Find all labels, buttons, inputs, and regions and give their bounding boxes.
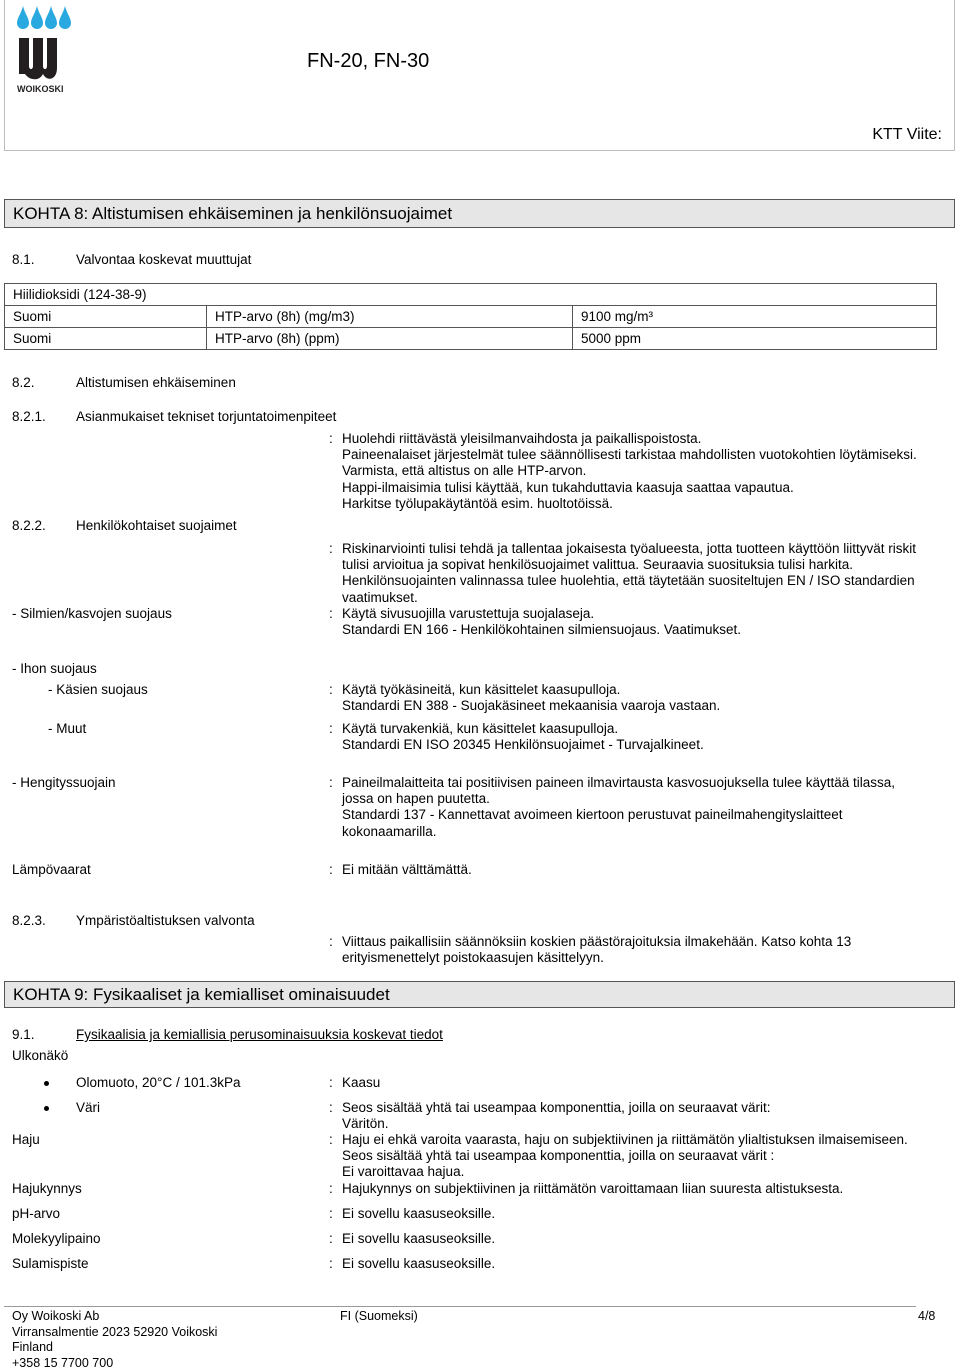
subsection-number: 8.2. [12, 375, 35, 390]
eye-protection-label: - Silmien/kasvojen suojaus [12, 606, 172, 621]
table-row [5, 306, 937, 328]
table-cell: 9100 mg/m³ [573, 306, 937, 328]
text-line: Riskinarviointi tulisi tehdä ja tallentaa jokaisesta työalueesta, jotta tuotteen käyttöön liittyvät riskit [342, 541, 916, 557]
subsection-title: Valvontaa koskevat muuttujat [76, 252, 251, 267]
table-cell: HTP-arvo (8h) (mg/m3) [207, 306, 573, 328]
colon-separator: : [329, 1256, 333, 1271]
appearance-label: Ulkonäkö [12, 1048, 68, 1063]
hand-protection-text [342, 682, 720, 714]
text-line: Paineenalaiset järjestelmät tulee säännöllisesti tarkistaa mahdollisten vuotokohtien löytämiseksi. [342, 447, 917, 463]
exposure-limits-table [4, 283, 937, 350]
melting-point-value: Ei sovellu kaasuseoksille. [342, 1256, 495, 1272]
colon-separator: : [329, 682, 333, 697]
text-line: Käytä työkäsineitä, kun käsittelet kaasupulloja. [342, 682, 720, 698]
respiratory-protection-text [342, 775, 895, 840]
bullet-icon [44, 1106, 49, 1111]
molar-mass-label: Molekyylipaino [12, 1231, 101, 1246]
subsection-title: Fysikaalisia ja kemiallisia perusominaisuuksia koskevat tiedot [76, 1027, 443, 1042]
text-line: Standardi EN 166 - Henkilökohtainen silmiensuojaus. Vaatimukset. [342, 622, 741, 638]
colon-separator: : [329, 1075, 333, 1090]
ktt-reference: KTT Viite: [872, 126, 942, 144]
logo-text: WOIKOSKI [17, 84, 64, 94]
header-box [4, 0, 955, 151]
text-line: erityismenettelyt poistokaasujen käsittelyyn. [342, 950, 851, 966]
footer-divider [4, 1306, 916, 1307]
table-cell: HTP-arvo (8h) (ppm) [207, 328, 573, 350]
subsection-number: 8.2.1. [12, 409, 46, 424]
colon-separator: : [329, 934, 333, 949]
text-line: Haju ei ehkä varoita vaarasta, haju on subjektiivinen ja riittämätön ylialtistuksen ilmaisemiseen. [342, 1132, 908, 1148]
text-line: Standardi EN 388 - Suojakäsineet mekaanisia vaaroja vastaan. [342, 698, 720, 714]
colon-separator: : [329, 541, 333, 556]
text-line: Henkilönsuojainten valinnassa tulee huolehtia, että täytetään suositeltujen EN / ISO standardien [342, 573, 916, 589]
text-line: Varmista, että altistus on alle HTP-arvon. [342, 463, 917, 479]
table-cell: Suomi [5, 328, 207, 350]
color-label: Väri [76, 1100, 100, 1115]
ph-label: pH-arvo [12, 1206, 60, 1221]
text-line: Huolehdi riittävästä yleisilmanvaihdosta ja paikallispoistosta. [342, 431, 917, 447]
respiratory-protection-label: - Hengityssuojain [12, 775, 116, 790]
skin-protection-label: - Ihon suojaus [12, 661, 97, 676]
environmental-exposure-text [342, 934, 851, 966]
hand-protection-label: - Käsien suojaus [48, 682, 148, 697]
company-country: Finland [12, 1340, 217, 1356]
text-line: kokonaamarilla. [342, 824, 895, 840]
personal-protection-text [342, 541, 916, 606]
thermal-hazards-label: Lämpövaarat [12, 862, 91, 877]
subsection-number: 8.1. [12, 252, 35, 267]
technical-measures-text [342, 431, 917, 512]
ph-value: Ei sovellu kaasuseoksille. [342, 1206, 495, 1222]
odor-threshold-value: Hajukynnys on subjektiivinen ja riittämätön varoittamaan liian suuresta altistuksesta. [342, 1181, 843, 1197]
subsection-title: Henkilökohtaiset suojaimet [76, 518, 237, 533]
document-title: FN-20, FN-30 [307, 50, 429, 73]
section-9-heading: KOHTA 9: Fysikaaliset ja kemialliset ominaisuudet [4, 981, 955, 1008]
colon-separator: : [329, 1181, 333, 1196]
table-cell: Suomi [5, 306, 207, 328]
text-line: Seos sisältää yhtä tai useampaa komponenttia, joilla on seuraavat värit : [342, 1148, 908, 1164]
colon-separator: : [329, 721, 333, 736]
text-line: Käytä turvakenkiä, kun käsittelet kaasupulloja. [342, 721, 704, 737]
other-protection-label: - Muut [48, 721, 86, 736]
substance-cell: Hiilidioksidi (124-38-9) [5, 284, 937, 306]
subsection-title: Asianmukaiset tekniset torjuntatoimenpiteet [76, 409, 336, 424]
melting-point-label: Sulamispiste [12, 1256, 89, 1271]
text-line: Seos sisältää yhtä tai useampaa komponenttia, joilla on seuraavat värit: [342, 1100, 771, 1116]
odor-value [342, 1132, 908, 1181]
physical-state-label: Olomuoto, 20°C / 101.3kPa [76, 1075, 241, 1090]
thermal-hazards-value: Ei mitään välttämättä. [342, 862, 472, 878]
table-row [5, 284, 937, 306]
colon-separator: : [329, 1231, 333, 1246]
colon-separator: : [329, 862, 333, 877]
text-line: Ei varoittavaa hajua. [342, 1164, 908, 1180]
physical-state-value: Kaasu [342, 1075, 380, 1091]
text-line: Väritön. [342, 1116, 771, 1132]
table-row [5, 328, 937, 350]
color-value [342, 1100, 771, 1132]
subsection-number: 8.2.3. [12, 913, 46, 928]
footer-language: FI (Suomeksi) [340, 1309, 418, 1325]
colon-separator: : [329, 775, 333, 790]
page-number: 4/8 [918, 1309, 935, 1325]
bullet-icon [44, 1081, 49, 1086]
other-protection-text [342, 721, 704, 753]
odor-label: Haju [12, 1132, 40, 1147]
text-line: Viittaus paikallisiin säännöksiin koskien päästörajoituksia ilmakehään. Katso kohta 13 [342, 934, 851, 950]
odor-threshold-label: Hajukynnys [12, 1181, 82, 1196]
molar-mass-value: Ei sovellu kaasuseoksille. [342, 1231, 495, 1247]
subsection-title: Ympäristöaltistuksen valvonta [76, 913, 255, 928]
company-name: Oy Woikoski Ab [12, 1309, 217, 1325]
text-line: Paineilmalaitteita tai positiivisen paineen ilmavirtausta kasvosuojuksella tulee käyttää tilassa, [342, 775, 895, 791]
colon-separator: : [329, 431, 333, 446]
colon-separator: : [329, 606, 333, 621]
woikoski-logo-icon [17, 4, 73, 94]
colon-separator: : [329, 1206, 333, 1221]
text-line: vaatimukset. [342, 590, 916, 606]
company-phone: +358 15 7700 700 [12, 1356, 217, 1371]
subsection-number: 8.2.2. [12, 518, 46, 533]
company-address: Virransalmentie 2023 52920 Voikoski [12, 1325, 217, 1341]
text-line: Happi-ilmaisimia tulisi käyttää, kun tukahduttavia kaasuja saattaa vapautua. [342, 480, 917, 496]
table-cell: 5000 ppm [573, 328, 937, 350]
text-line: Harkitse työlupakäytäntöä esim. huoltotöissä. [342, 496, 917, 512]
text-line: tulisi arvioitua ja sopivat henkilösuojaimet valittua. Seuraavia suosituksia tulisi harkita. [342, 557, 916, 573]
text-line: jossa on hapen puutetta. [342, 791, 895, 807]
text-line: Standardi 137 - Kannettavat avoimeen kiertoon perustuvat paineilmahengityslaitteet [342, 807, 895, 823]
colon-separator: : [329, 1100, 333, 1115]
eye-protection-text [342, 606, 741, 638]
subsection-number: 9.1. [12, 1027, 35, 1042]
section-8-heading: KOHTA 8: Altistumisen ehkäiseminen ja henkilönsuojaimet [4, 199, 955, 228]
subsection-title: Altistumisen ehkäiseminen [76, 375, 236, 390]
text-line: Standardi EN ISO 20345 Henkilönsuojaimet - Turvajalkineet. [342, 737, 704, 753]
text-line: Käytä sivusuojilla varustettuja suojalaseja. [342, 606, 741, 622]
footer-address [12, 1309, 217, 1371]
colon-separator: : [329, 1132, 333, 1147]
